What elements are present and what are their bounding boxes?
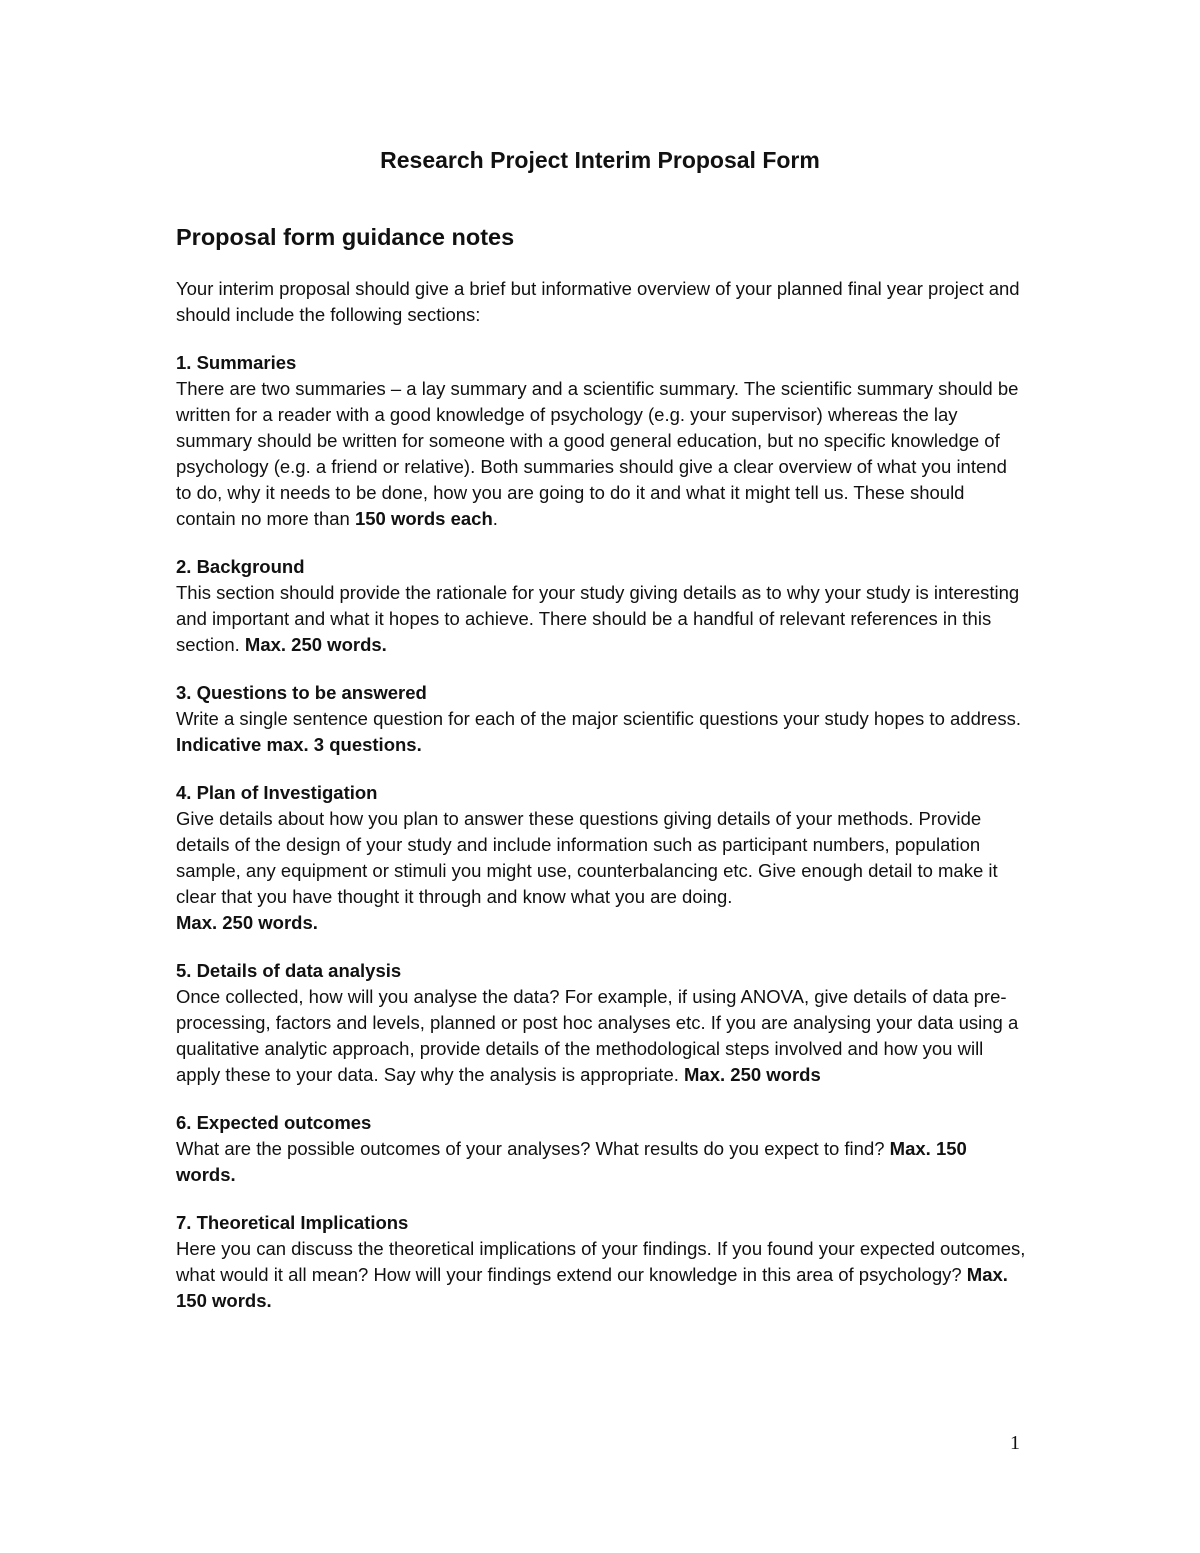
section-text: Write a single sentence question for each of the major scientific questions your study hopes to address.: [176, 708, 1021, 729]
section-theoretical-implications: [176, 1210, 1026, 1314]
intro-paragraph: Your interim proposal should give a brief but informative overview of your planned final year project and should include the following sections:: [176, 278, 1020, 325]
section-data-analysis: [176, 958, 1026, 1088]
section-body: [176, 1136, 1026, 1188]
section-heading: 7. Theoretical Implications: [176, 1212, 409, 1233]
section-body: [176, 984, 1026, 1088]
section-heading: 3. Questions to be answered: [176, 682, 427, 703]
word-limit: Max. 250 words: [684, 1064, 821, 1085]
guidance-heading: Proposal form guidance notes: [176, 224, 515, 250]
section-text-end: .: [492, 508, 498, 529]
page-number: 1: [1010, 1432, 1020, 1454]
word-limit: Max. 250 words.: [244, 634, 387, 655]
section-heading: 1. Summaries: [176, 352, 297, 373]
word-limit: Indicative max. 3 questions.: [176, 734, 422, 755]
section-background: [176, 554, 1026, 658]
section-expected-outcomes: [176, 1110, 1026, 1188]
section-body: [176, 706, 1026, 758]
section-text: Once collected, how will you analyse the data? For example, if using ANOVA, give details of data pre-processing, factors and levels, planned or post hoc analyses etc. If you are analysing your data using a qualitative analytic approach, provide details of the methodological steps involved and how you will apply these to your data. Say why the analysis is appropriate.: [176, 986, 1019, 1085]
section-text: Give details about how you plan to answer these questions giving details of your methods. Provide details of the design of your study and include information such as participant numbers, population sample, any equipment or stimuli you might use, counterbalancing etc. Give enough detail to make it clear that you have thought it through and know what you are doing.: [176, 808, 998, 907]
section-text: This section should provide the rationale for your study giving details as to why your study is interesting and important and what it hopes to achieve. There should be a handful of relevant references in this section.: [176, 582, 1020, 655]
section-text: There are two summaries – a lay summary and a scientific summary. The scientific summary should be written for a reader with a good knowledge of psychology (e.g. your supervisor) whereas the lay summary should be written for someone with a good general education, but no specific knowledge of psychology (e.g. a friend or relative). Both summaries should give a clear overview of what you intend to do, why it needs to be done, how you are going to do it and what it might tell us. These should contain no more than: [176, 378, 1019, 529]
section-questions: [176, 680, 1026, 758]
document-content: [176, 222, 1026, 1336]
document-title: Research Project Interim Proposal Form: [380, 147, 820, 173]
section-heading: 6. Expected outcomes: [176, 1112, 372, 1133]
section-body: [176, 806, 1026, 936]
section-plan-of-investigation: [176, 780, 1026, 936]
word-limit: Max. 150 words.: [176, 1138, 967, 1185]
section-text: What are the possible outcomes of your analyses? What results do you expect to find?: [176, 1138, 890, 1159]
word-limit: Max. 250 words.: [176, 912, 318, 933]
section-body: [176, 376, 1026, 532]
section-body: [176, 580, 1026, 658]
section-summaries: [176, 350, 1026, 532]
section-body: [176, 1236, 1026, 1314]
section-heading: 4. Plan of Investigation: [176, 782, 378, 803]
section-heading: 5. Details of data analysis: [176, 960, 402, 981]
section-heading: 2. Background: [176, 556, 305, 577]
word-limit: Max. 150 words.: [176, 1264, 1008, 1311]
section-text: Here you can discuss the theoretical implications of your findings. If you found your expected outcomes, what would it all mean? How will your findings extend our knowledge in this area of psychology?: [176, 1238, 1026, 1285]
word-limit: 150 words each: [354, 508, 493, 529]
